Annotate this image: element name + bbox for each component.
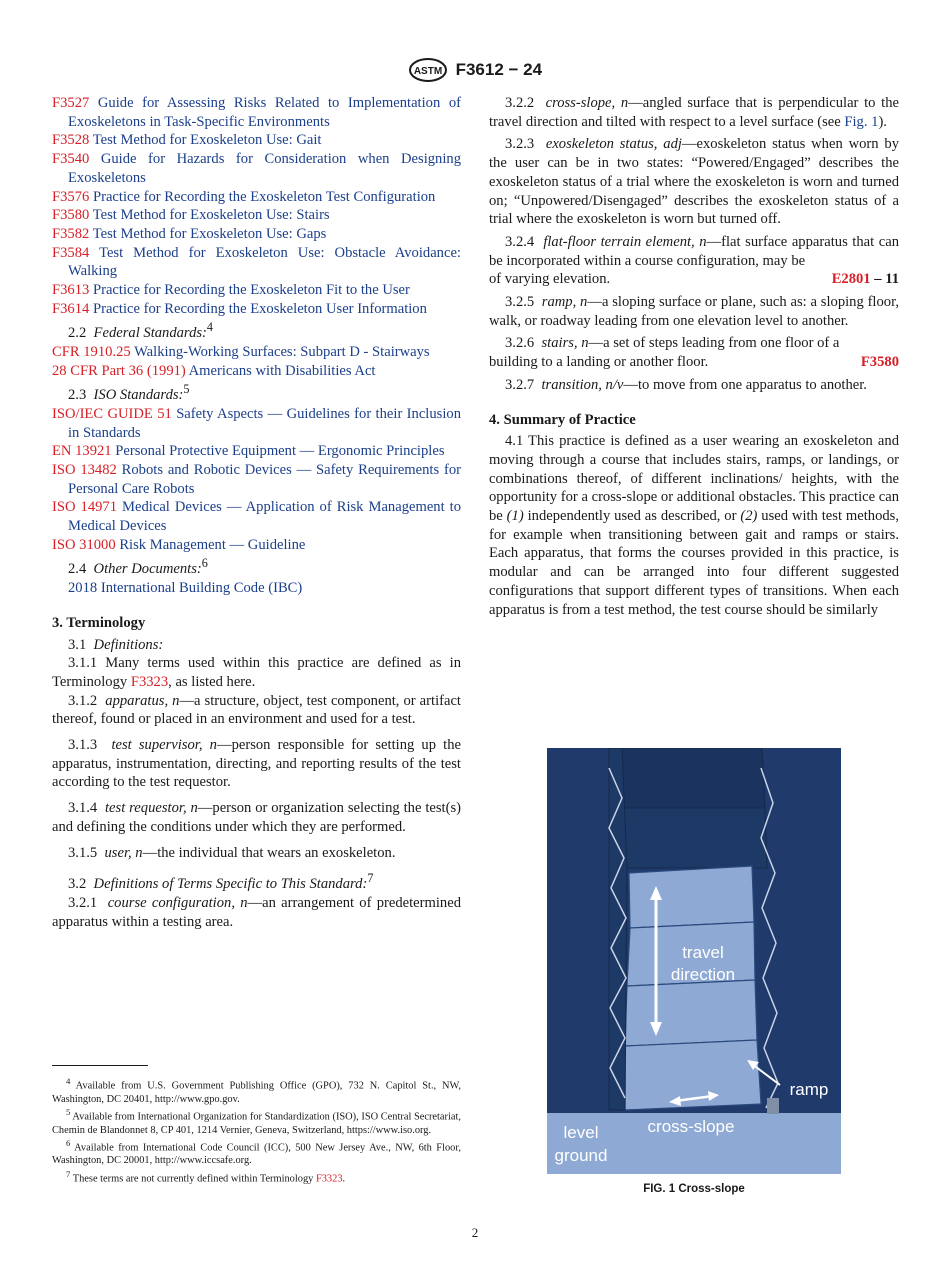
- definition-3-2-7: [489, 376, 899, 395]
- definition-term: test requestor, n: [105, 800, 198, 817]
- definition-text: —angled surface that is perpendicular to the travel direction and tilted with respect to a level surface (see: [489, 95, 899, 130]
- reference-code[interactable]: CFR 1910.25: [52, 344, 131, 360]
- definition-term: user, n: [104, 844, 143, 861]
- footnote-divider: [52, 1065, 148, 1066]
- e2801-year: – 11: [870, 271, 899, 288]
- reference-code[interactable]: F3540: [52, 151, 90, 168]
- reference-item: [52, 244, 461, 281]
- reference-title[interactable]: Practice for Recording the Exoskeleton Test Configuration: [92, 188, 436, 205]
- reference-title[interactable]: Practice for Recording the Exoskeleton User Information: [92, 300, 427, 317]
- reference-item: [52, 131, 461, 150]
- reference-item: [52, 206, 461, 225]
- paragraph-enum: (1): [506, 508, 524, 525]
- reference-code[interactable]: 28 CFR Part 36 (1991): [52, 362, 186, 379]
- section-number: 2.2: [68, 325, 87, 342]
- definition-text-end: , as listed here.: [168, 673, 256, 690]
- definition-term: flat-floor terrain element, n: [543, 233, 707, 250]
- definition-number: 3.2.5: [505, 294, 535, 311]
- reference-title[interactable]: Medical Devices — Application of Risk Management to Medical Devices: [68, 499, 462, 535]
- reference-title[interactable]: Safety Aspects — Guidelines for their Inclusion in Standards: [68, 405, 461, 441]
- definition-term: test supervisor, n: [111, 737, 217, 754]
- reference-title[interactable]: Personal Protective Equipment — Ergonomic Principles: [115, 443, 445, 460]
- reference-title[interactable]: Walking-Working Surfaces: Subpart D - Stairways: [134, 344, 430, 360]
- definition-number: 3.2.7: [505, 376, 535, 393]
- definition-text: —the individual that wears an exoskeleton.: [142, 844, 396, 861]
- definition-text: —person responsible for setting up the apparatus, instrumentation, directing, and reporting results of the test according to the test requestor.: [52, 737, 461, 791]
- reference-code[interactable]: ISO 13482: [52, 462, 117, 479]
- definition-3-2-1: [52, 894, 461, 931]
- section-number: 2.4: [68, 561, 87, 578]
- definition-text: —a structure, object, test component, or artifact thereof, found or placed in an environment and used for a test.: [52, 692, 461, 728]
- ramp-foot-block: [767, 1098, 779, 1114]
- summary-heading: 4. Summary of Practice: [489, 411, 636, 428]
- footnote-item: [52, 1075, 461, 1106]
- section-label: ISO Standards:: [93, 387, 184, 404]
- reference-code[interactable]: F3576: [52, 188, 90, 205]
- reference-title[interactable]: Guide for Hazards for Consideration when Designing Exoskeletons: [68, 151, 461, 186]
- definition-term: stairs, n: [541, 335, 589, 352]
- definition-number: 3.2.2: [505, 95, 535, 111]
- reference-item: [52, 281, 461, 300]
- footnotes: [52, 1075, 461, 1185]
- definition-3-2-2: [489, 94, 899, 131]
- reference-title[interactable]: Americans with Disabilities Act: [188, 362, 376, 379]
- reference-title[interactable]: Test Method for Exoskeleton Use: Gaps: [92, 225, 327, 242]
- definition-text: of varying elevation.: [489, 271, 611, 288]
- cross-slope-label: cross-slope: [647, 1117, 735, 1136]
- fig-1-link[interactable]: Fig. 1: [844, 113, 879, 130]
- footnote-ref: 6: [201, 556, 208, 571]
- reference-item: [52, 461, 461, 498]
- definition-3-1-2: [52, 692, 461, 729]
- reference-item: [52, 442, 461, 461]
- reference-list-federal: [52, 343, 461, 380]
- reference-code[interactable]: F3528: [52, 132, 90, 149]
- reference-title[interactable]: Risk Management — Guideline: [119, 536, 306, 553]
- reference-list-astm: [52, 94, 461, 318]
- footnote-ref: 4: [206, 320, 213, 335]
- reference-title[interactable]: Practice for Recording the Exoskeleton Fit to the User: [92, 282, 410, 299]
- footnote-ref: 7: [367, 871, 374, 886]
- travel-label-line-1: travel: [682, 943, 724, 962]
- paragraph-text: independently used as described, or: [527, 508, 737, 525]
- definition-3-2-5: [489, 293, 899, 330]
- definition-3-1-1: [52, 654, 461, 691]
- definition-3-2-3: [489, 135, 899, 229]
- definition-number: 3.2.3: [505, 136, 535, 153]
- definition-3-1-5: [52, 844, 461, 863]
- definition-term: apparatus, n: [105, 692, 180, 709]
- section-label: Other Documents:: [93, 561, 202, 578]
- definition-term: ramp, n: [541, 294, 588, 311]
- paragraph-text: used with test methods, for example when transitioning between gait and ramps or stairs. Each apparatus, that forms the courses provided in this practice, is modular and can be arranged into four different suggested configurations that support different types of transitions. When each apparatus is from a test method, the test course should be similarly: [489, 508, 899, 618]
- footnote-text-end: .: [342, 1173, 346, 1185]
- section-2-2: [52, 318, 461, 343]
- reference-code[interactable]: F3584: [52, 244, 90, 261]
- footnote-text: Available from U.S. Government Publishing Office (GPO), 732 N. Capitol St., NW, Washington, DC 20401, http://www.gpo.gov.: [52, 1080, 461, 1105]
- reference-item: [52, 300, 461, 319]
- reference-title[interactable]: Robots and Robotic Devices — Safety Requirements for Personal Care Robots: [68, 462, 461, 497]
- level-ground-label-line-2: ground: [554, 1146, 608, 1165]
- paragraph-text: 4.1 This practice is defined as a user wearing an exoskeleton and moving through a course that includes stairs, ramps, or landings, or combinations thereof, of different inclinations/ heights, with the opportunity for a cross-slope or additional obstacles. This practice can be: [489, 433, 899, 525]
- section-2-3: [52, 380, 461, 405]
- standard-designation: F3612 − 24: [455, 59, 543, 79]
- terminology-heading: 3. Terminology: [52, 614, 146, 631]
- reference-title[interactable]: Guide for Assessing Risks Related to Implementation of Exoskeletons in Task-Specific Environments: [68, 95, 461, 130]
- reference-title[interactable]: Test Method for Exoskeleton Use: Stairs: [92, 207, 330, 224]
- reference-item: [52, 343, 461, 362]
- footnote-item: [52, 1106, 461, 1137]
- ibc-link[interactable]: 2018 International Building Code (IBC): [68, 580, 303, 597]
- footnote-list: [52, 1075, 461, 1168]
- definition-term: course configuration, n: [107, 894, 248, 911]
- footnote-mark: 7: [66, 1168, 71, 1179]
- section-number: 3.2: [68, 876, 87, 893]
- paragraph-enum: (2): [740, 508, 758, 525]
- reference-code[interactable]: F3614: [52, 300, 90, 317]
- definition-number: 3.1.2: [68, 692, 98, 709]
- definition-3-2-6-tail: [489, 353, 899, 372]
- reference-item: [52, 498, 461, 535]
- footnote-text: These terms are not currently defined within Terminology: [72, 1173, 314, 1185]
- section-label: Federal Standards:: [93, 325, 207, 342]
- left-column: [52, 94, 461, 931]
- logo-text: ASTM: [413, 66, 443, 77]
- definition-text: —person or organization selecting the test(s) and defining the conditions under which they are performed.: [52, 800, 461, 835]
- cross-slope-figure: [547, 748, 841, 1174]
- definition-text: —an arrangement of predetermined apparatus within a testing area.: [52, 894, 461, 930]
- section-number: 2.3: [68, 387, 87, 404]
- footnote-text: Available from International Organization for Standardization (ISO), ISO Central Secretariat, Chemin de Blandonnet 8, CP 401, 1214 Vernier, Geneva, Switzerland, https://www.iso.org.: [52, 1111, 461, 1136]
- definition-text: 3.1.1 Many terms used within this practice are defined as in Terminology: [52, 655, 461, 690]
- footnote-mark: 5: [66, 1106, 71, 1117]
- upper-ramp-section: [622, 808, 767, 868]
- section-label: Definitions:: [93, 636, 164, 653]
- reference-code[interactable]: F3580: [52, 207, 90, 224]
- definition-3-2-4-tail: [489, 270, 899, 289]
- definition-number: 3.1.5: [68, 844, 98, 861]
- reference-item: [52, 405, 461, 442]
- upper-landing: [622, 748, 765, 808]
- definition-text: —a sloping surface or plane, such as: a sloping floor, walk, or roadway leading from one elevation level to another.: [489, 294, 899, 329]
- footnote-text: Available from International Code Council (ICC), 500 New Jersey Ave., NW, 6th Floor, Washington, DC 20001, http://www.iccsafe.org.: [52, 1142, 461, 1167]
- footnote-7: [52, 1168, 461, 1186]
- reference-title[interactable]: Test Method for Exoskeleton Use: Obstacle Avoidance: Walking: [68, 244, 461, 280]
- reference-item: [52, 150, 461, 187]
- definition-text-end: ).: [878, 113, 887, 130]
- definition-number: 3.2.4: [505, 233, 535, 250]
- footnote-mark: 4: [66, 1076, 71, 1086]
- section-label: Definitions of Terms Specific to This Standard:: [93, 876, 368, 893]
- definition-number: 3.1.3: [68, 737, 98, 754]
- ramp-label: ramp: [789, 1080, 829, 1099]
- left-railing-wall: [609, 748, 627, 1110]
- definition-text: —a set of steps leading from one floor of a: [588, 335, 840, 352]
- definition-text: —exoskeleton status when worn by the user can be in two states: “Powered/Engaged” describes the exoskeleton status of a trial where the exoskeleton is worn and turned on; “Unpowered/Disengaged” describes the exoskeleton status of a trial where the exoskeleton is worn but turned off.: [489, 136, 899, 228]
- footnote-ref: 5: [183, 382, 190, 397]
- astm-logo-icon: [408, 58, 448, 82]
- definition-term: transition, n/v: [541, 376, 624, 393]
- page-number: 2: [471, 1225, 479, 1240]
- definition-term: exoskeleton status, adj: [545, 136, 682, 153]
- right-column: [489, 94, 899, 619]
- section-number: 3.1: [68, 636, 87, 653]
- page-header: [0, 58, 950, 82]
- reference-code[interactable]: EN 13921: [52, 443, 112, 460]
- level-ground-label-line-1: level: [563, 1123, 599, 1142]
- definition-3-2-4: [489, 233, 899, 270]
- figure-caption: FIG. 1 Cross-slope: [643, 1183, 745, 1195]
- footnote-item: [52, 1137, 461, 1168]
- e2801-code[interactable]: E2801: [831, 271, 871, 288]
- ramp-panel-3: [625, 980, 757, 1046]
- section-2-4: [52, 555, 461, 580]
- e2801-ref[interactable]: [832, 270, 899, 289]
- definition-3-1-3: [52, 736, 461, 792]
- reference-code[interactable]: F3613: [52, 282, 90, 299]
- definition-number: 3.2.6: [505, 335, 535, 352]
- definition-text: —flat surface apparatus that can be incorporated within a course configuration, may be: [489, 233, 899, 269]
- definitions-3-2: [52, 869, 461, 894]
- reference-item: [52, 188, 461, 207]
- footnote-mark: 6: [66, 1137, 71, 1148]
- reference-item: [52, 225, 461, 244]
- definitions-3-1: [52, 636, 461, 655]
- definition-term: cross-slope, n: [545, 95, 629, 111]
- reference-code[interactable]: ISO 14971: [52, 499, 118, 516]
- reference-item: [52, 362, 461, 381]
- definition-text: building to a landing or another floor.: [489, 354, 709, 371]
- ramp-panel-1: [629, 866, 754, 928]
- reference-code[interactable]: F3582: [52, 225, 90, 242]
- definition-3-2-6: [489, 334, 899, 353]
- reference-code[interactable]: ISO/IEC GUIDE 51: [52, 405, 172, 422]
- reference-code[interactable]: ISO 31000: [52, 536, 116, 553]
- reference-title[interactable]: Test Method for Exoskeleton Use: Gait: [92, 132, 322, 149]
- reference-item: [52, 536, 461, 555]
- f3323-footnote-link[interactable]: F3323: [315, 1173, 343, 1185]
- definition-text: —to move from one apparatus to another.: [623, 376, 867, 393]
- f3323-link[interactable]: F3323: [130, 673, 169, 690]
- definition-number: 3.2.1: [68, 894, 98, 911]
- reference-list-iso: [52, 405, 461, 555]
- reference-code[interactable]: F3527: [52, 95, 90, 111]
- definition-3-1-4: [52, 799, 461, 836]
- travel-label-line-2: direction: [670, 965, 736, 984]
- f3580-ref[interactable]: F3580: [860, 354, 899, 371]
- paragraph-4-1: [489, 432, 899, 619]
- definition-number: 3.1.4: [68, 800, 98, 817]
- reference-item: [52, 94, 461, 131]
